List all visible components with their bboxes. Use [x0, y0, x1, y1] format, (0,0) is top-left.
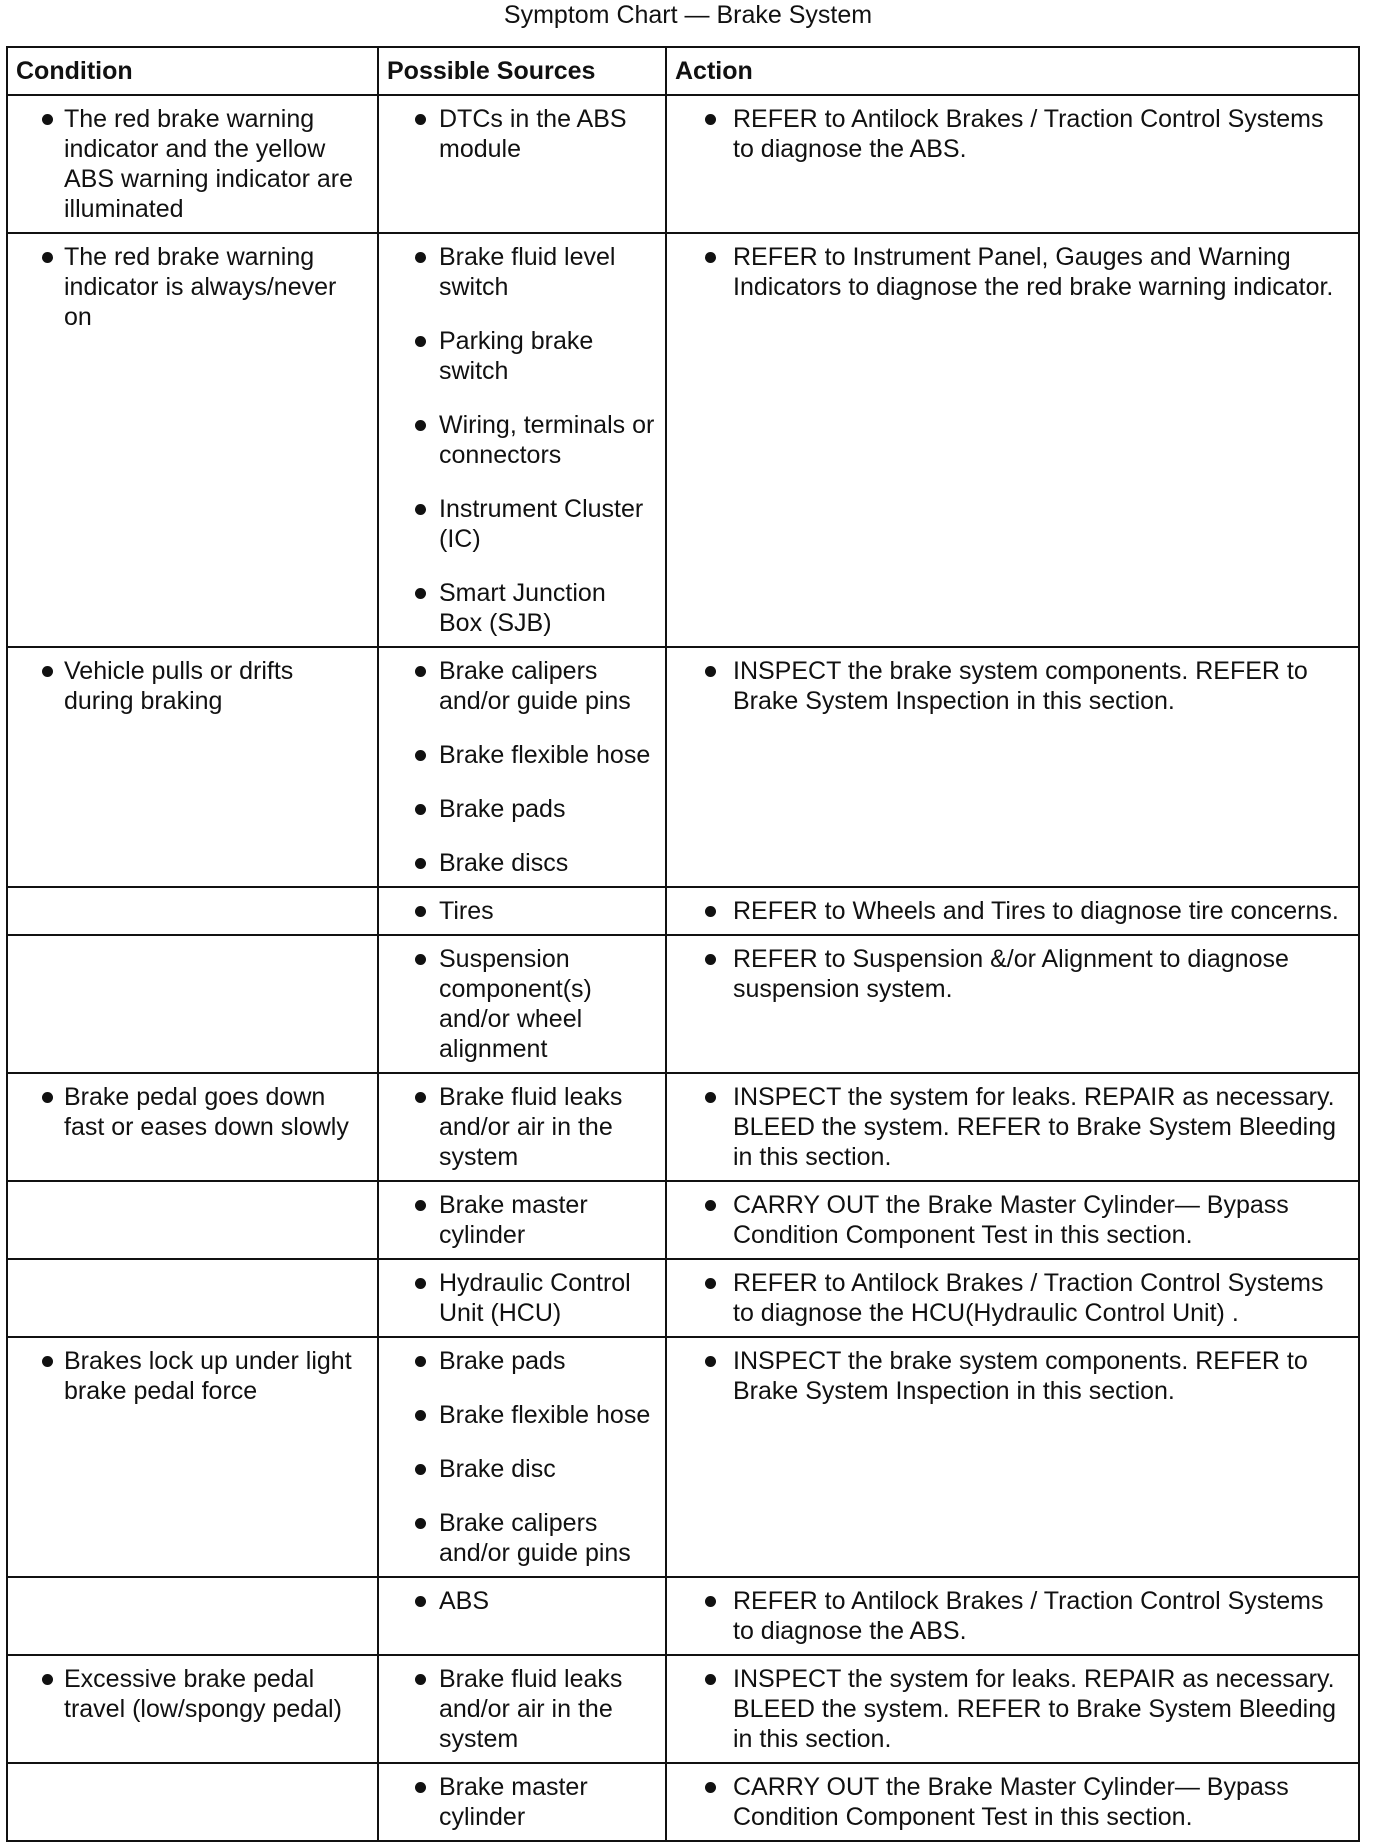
list-item — [677, 1268, 1348, 1328]
list-item-text: Brake pads — [439, 1347, 566, 1375]
list-item — [677, 1772, 1348, 1832]
condition-cell — [7, 887, 378, 935]
action-cell — [666, 1763, 1359, 1841]
list-item-text: INSPECT the brake system components. REFER to Brake System Inspection in this section. — [733, 1347, 1308, 1405]
table-row — [7, 1763, 1359, 1841]
bullet-icon — [415, 114, 426, 125]
possible-sources-cell — [378, 1763, 666, 1841]
list-item — [18, 242, 367, 332]
bullet-icon — [415, 954, 426, 965]
list-item-text: CARRY OUT the Brake Master Cylinder— Bypass Condition Component Test in this section. — [733, 1773, 1289, 1831]
list-item-text: Brake master cylinder — [439, 1191, 588, 1249]
condition-cell — [7, 647, 378, 887]
list-item — [389, 326, 655, 386]
condition-cell — [7, 1181, 378, 1259]
bullet-icon — [415, 336, 426, 347]
action-cell — [666, 887, 1359, 935]
list-item-text: Brake fluid leaks and/or air in the system — [439, 1083, 623, 1171]
possible-sources-cell — [378, 1073, 666, 1181]
list-item — [18, 1664, 367, 1724]
list-item — [18, 1346, 367, 1406]
bullet-icon — [705, 114, 716, 125]
condition-cell — [7, 1655, 378, 1763]
list-item-text: INSPECT the system for leaks. REPAIR as necessary. BLEED the system. REFER to Brake System Bleeding in this section. — [733, 1665, 1337, 1753]
possible-sources-cell — [378, 1259, 666, 1337]
list-item — [389, 740, 655, 770]
list-item — [389, 656, 655, 716]
list-item — [677, 242, 1348, 302]
action-cell — [666, 935, 1359, 1073]
bullet-icon — [705, 1200, 716, 1211]
bullet-icon — [705, 1278, 716, 1289]
list-item — [677, 1082, 1348, 1172]
list-item-text: Vehicle pulls or drifts during braking — [64, 657, 294, 715]
action-cell — [666, 1073, 1359, 1181]
bullet-icon — [705, 906, 716, 917]
action-cell — [666, 1259, 1359, 1337]
action-cell — [666, 233, 1359, 647]
action-cell — [666, 1655, 1359, 1763]
list-item — [677, 1586, 1348, 1646]
list-item — [389, 1772, 655, 1832]
table-row — [7, 1577, 1359, 1655]
bullet-icon — [415, 906, 426, 917]
bullet-icon — [415, 666, 426, 677]
bullet-icon — [42, 1356, 53, 1367]
table-row — [7, 1655, 1359, 1763]
list-item-text: Smart Junction Box (SJB) — [439, 579, 606, 637]
bullet-icon — [415, 858, 426, 869]
bullet-icon — [705, 1356, 716, 1367]
condition-cell — [7, 1073, 378, 1181]
list-item — [677, 1190, 1348, 1250]
possible-sources-cell — [378, 95, 666, 233]
list-item-text: The red brake warning indicator is always/never on — [64, 243, 337, 331]
list-item-text: Excessive brake pedal travel (low/spongy pedal) — [64, 1665, 342, 1723]
table-row — [7, 1259, 1359, 1337]
list-item-text: Brake calipers and/or guide pins — [439, 1509, 631, 1567]
list-item-text: Brake pedal goes down fast or eases down slowly — [64, 1083, 349, 1141]
list-item — [389, 1586, 655, 1616]
list-item-text: Brake pads — [439, 795, 566, 823]
table-row — [7, 233, 1359, 647]
possible-sources-cell — [378, 1337, 666, 1577]
list-item — [677, 104, 1348, 164]
bullet-icon — [415, 1356, 426, 1367]
list-item — [389, 1346, 655, 1376]
bullet-icon — [42, 252, 53, 263]
list-item — [389, 410, 655, 470]
bullet-icon — [42, 114, 53, 125]
condition-cell — [7, 1337, 378, 1577]
table-body — [7, 95, 1359, 1841]
possible-sources-cell — [378, 647, 666, 887]
bullet-icon — [415, 1518, 426, 1529]
list-item — [389, 1454, 655, 1484]
list-item — [389, 578, 655, 638]
list-item — [389, 1190, 655, 1250]
list-item — [389, 848, 655, 878]
list-item-text: Parking brake switch — [439, 327, 594, 385]
bullet-icon — [415, 504, 426, 515]
header-action: Action — [666, 47, 1359, 95]
list-item-text: Hydraulic Control Unit (HCU) — [439, 1269, 631, 1327]
table-row — [7, 647, 1359, 887]
bullet-icon — [415, 1278, 426, 1289]
list-item-text: Brakes lock up under light brake pedal force — [64, 1347, 352, 1405]
table-row — [7, 1073, 1359, 1181]
action-cell — [666, 1337, 1359, 1577]
condition-cell — [7, 935, 378, 1073]
list-item — [389, 1082, 655, 1172]
table-row — [7, 1337, 1359, 1577]
possible-sources-cell — [378, 1655, 666, 1763]
list-item-text: The red brake warning indicator and the yellow ABS warning indicator are illuminated — [64, 105, 354, 223]
list-item-text: Tires — [439, 897, 494, 925]
list-item — [677, 896, 1348, 926]
header-possible-sources: Possible Sources — [378, 47, 666, 95]
possible-sources-cell — [378, 887, 666, 935]
list-item — [389, 1400, 655, 1430]
condition-cell — [7, 95, 378, 233]
bullet-icon — [705, 252, 716, 263]
list-item-text: Suspension component(s) and/or wheel alignment — [439, 945, 592, 1063]
list-item — [677, 1346, 1348, 1406]
possible-sources-cell — [378, 1577, 666, 1655]
page-title: Symptom Chart — Brake System — [503, 1, 873, 29]
list-item-text: Brake fluid level switch — [439, 243, 616, 301]
list-item — [18, 1082, 367, 1142]
possible-sources-cell — [378, 233, 666, 647]
bullet-icon — [42, 666, 53, 677]
list-item — [389, 794, 655, 824]
list-item-text: INSPECT the system for leaks. REPAIR as necessary. BLEED the system. REFER to Brake System Bleeding in this section. — [733, 1083, 1337, 1171]
list-item-text: Brake flexible hose — [439, 741, 651, 769]
list-item — [389, 896, 655, 926]
bullet-icon — [705, 954, 716, 965]
list-item-text: REFER to Wheels and Tires to diagnose tire concerns. — [733, 897, 1339, 925]
list-item-text: Wiring, terminals or connectors — [439, 411, 655, 469]
list-item — [389, 1664, 655, 1754]
bullet-icon — [415, 252, 426, 263]
bullet-icon — [42, 1092, 53, 1103]
bullet-icon — [42, 1674, 53, 1685]
condition-cell — [7, 1259, 378, 1337]
action-cell — [666, 1181, 1359, 1259]
list-item-text: ABS — [439, 1587, 490, 1615]
list-item — [18, 104, 367, 224]
action-cell — [666, 647, 1359, 887]
list-item-text: Brake fluid leaks and/or air in the system — [439, 1665, 623, 1753]
action-cell — [666, 1577, 1359, 1655]
symptom-chart-table — [6, 46, 1360, 1842]
list-item-text: Brake discs — [439, 849, 569, 877]
list-item-text: Instrument Cluster (IC) — [439, 495, 644, 553]
list-item-text: REFER to Instrument Panel, Gauges and Warning Indicators to diagnose the red brake warning indicator. — [733, 243, 1334, 301]
list-item — [389, 944, 655, 1064]
bullet-icon — [415, 804, 426, 815]
condition-cell — [7, 1763, 378, 1841]
list-item — [389, 1508, 655, 1568]
bullet-icon — [415, 1092, 426, 1103]
list-item-text: REFER to Antilock Brakes / Traction Control Systems to diagnose the ABS. — [733, 1587, 1324, 1645]
bullet-icon — [415, 420, 426, 431]
list-item — [389, 104, 655, 164]
possible-sources-cell — [378, 935, 666, 1073]
list-item — [389, 1268, 655, 1328]
list-item — [677, 944, 1348, 1004]
list-item-text: Brake flexible hose — [439, 1401, 651, 1429]
bullet-icon — [705, 1782, 716, 1793]
bullet-icon — [415, 1782, 426, 1793]
bullet-icon — [415, 1596, 426, 1607]
list-item-text: Brake disc — [439, 1455, 556, 1483]
list-item — [677, 1664, 1348, 1754]
table-row — [7, 95, 1359, 233]
bullet-icon — [705, 1092, 716, 1103]
table-header-row — [7, 47, 1359, 95]
bullet-icon — [705, 1674, 716, 1685]
table-row — [7, 887, 1359, 935]
bullet-icon — [415, 750, 426, 761]
list-item-text: INSPECT the brake system components. REFER to Brake System Inspection in this section. — [733, 657, 1308, 715]
action-cell — [666, 95, 1359, 233]
list-item-text: CARRY OUT the Brake Master Cylinder— Bypass Condition Component Test in this section. — [733, 1191, 1289, 1249]
list-item-text: Brake calipers and/or guide pins — [439, 657, 631, 715]
bullet-icon — [705, 1596, 716, 1607]
table-row — [7, 935, 1359, 1073]
list-item-text: Brake master cylinder — [439, 1773, 588, 1831]
list-item-text: REFER to Suspension &/or Alignment to diagnose suspension system. — [733, 945, 1289, 1003]
list-item-text: REFER to Antilock Brakes / Traction Control Systems to diagnose the ABS. — [733, 105, 1324, 163]
header-condition: Condition — [7, 47, 378, 95]
list-item — [18, 656, 367, 716]
bullet-icon — [415, 588, 426, 599]
condition-cell — [7, 1577, 378, 1655]
list-item-text: REFER to Antilock Brakes / Traction Control Systems to diagnose the HCU(Hydraulic Control Unit) . — [733, 1269, 1324, 1327]
bullet-icon — [705, 666, 716, 677]
condition-cell — [7, 233, 378, 647]
bullet-icon — [415, 1410, 426, 1421]
list-item — [389, 494, 655, 554]
bullet-icon — [415, 1674, 426, 1685]
list-item-text: DTCs in the ABS module — [439, 105, 627, 163]
possible-sources-cell — [378, 1181, 666, 1259]
table-row — [7, 1181, 1359, 1259]
bullet-icon — [415, 1200, 426, 1211]
list-item — [389, 242, 655, 302]
bullet-icon — [415, 1464, 426, 1475]
list-item — [677, 656, 1348, 716]
